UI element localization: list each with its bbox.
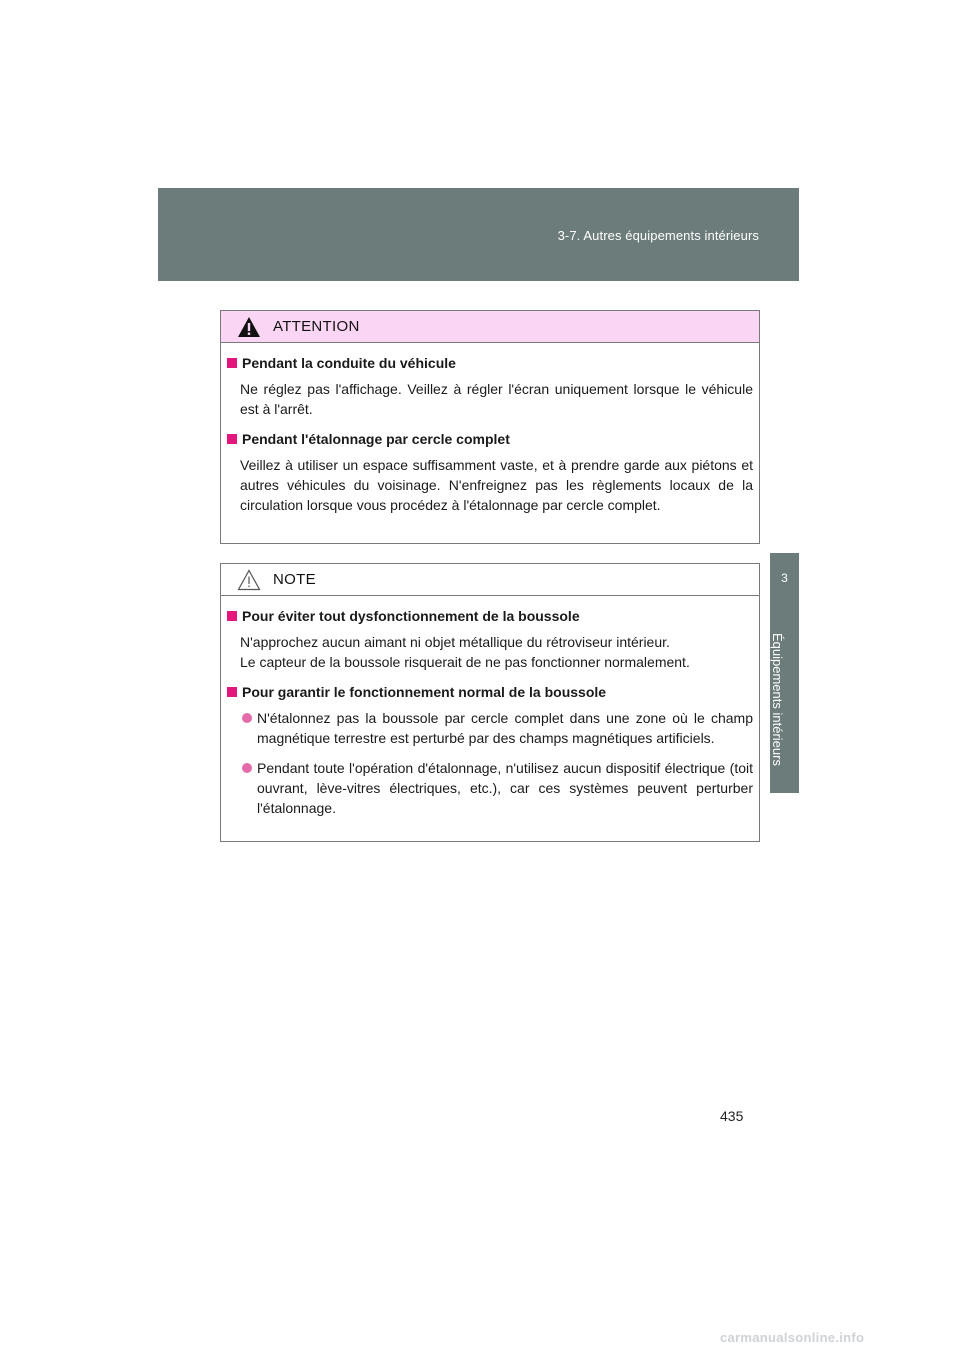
note-box [220,563,760,842]
heading-text: Pendant l'étalonnage par cercle complet [242,431,510,447]
caution-outline-icon [237,569,261,591]
note-section-heading [227,606,753,626]
note-section-heading [227,682,753,702]
note-line: Le capteur de la boussole risquerait de ne pas fonctionner normalement. [240,654,690,670]
round-bullet-icon [242,713,252,723]
bullet-text: N'étalonnez pas la boussole par cercle complet dans une zone où le champ magnétique terrestre est perturbé par des champs magnétiques artificiels. [257,710,753,746]
attention-header [221,311,759,343]
note-header [221,564,759,596]
note-bullet-item [240,708,753,748]
warning-icon [237,316,261,338]
note-line: N'approchez aucun aimant ni objet métallique du rétroviseur intérieur. [240,634,670,650]
header-band [158,188,799,281]
chapter-side-tab [770,553,799,793]
attention-paragraph: Veillez à utiliser un espace suffisamment vaste, et à prendre garde aux piétons et autres véhicules du voisinage. N'enfreignez pas les règlements locaux de la circulation lorsque vous procédez à l'étalonnage par cercle complet. [240,457,753,513]
square-bullet-icon [227,434,237,444]
chapter-number: 3 [781,571,788,585]
section-title: 3-7. Autres équipements intérieurs [557,228,759,243]
attention-section-heading [227,353,753,373]
heading-text: Pour éviter tout dysfonctionnement de la boussole [242,608,580,624]
page-number: 435 [720,1108,744,1124]
square-bullet-icon [227,358,237,368]
attention-section-heading [227,429,753,449]
chapter-label: Équipements intérieurs [770,633,785,766]
attention-box [220,310,760,544]
note-title: NOTE [273,571,316,588]
bullet-text: Pendant toute l'opération d'étalonnage, n'utilisez aucun dispositif électrique (toit ouvrant, lève-vitres électriques, etc.), car ces systèmes peuvent perturber l'étalonnage. [257,760,753,816]
heading-text: Pendant la conduite du véhicule [242,355,456,371]
attention-title: ATTENTION [273,318,360,335]
watermark-logo: carmanualsonline.info [720,1330,865,1345]
attention-paragraph: Ne réglez pas l'affichage. Veillez à régler l'écran uniquement lorsque le véhicule est à l'arrêt. [240,381,753,417]
note-bullet-item [240,758,753,818]
heading-text: Pour garantir le fonctionnement normal de la boussole [242,684,607,700]
round-bullet-icon [242,763,252,773]
square-bullet-icon [227,611,237,621]
square-bullet-icon [227,687,237,697]
